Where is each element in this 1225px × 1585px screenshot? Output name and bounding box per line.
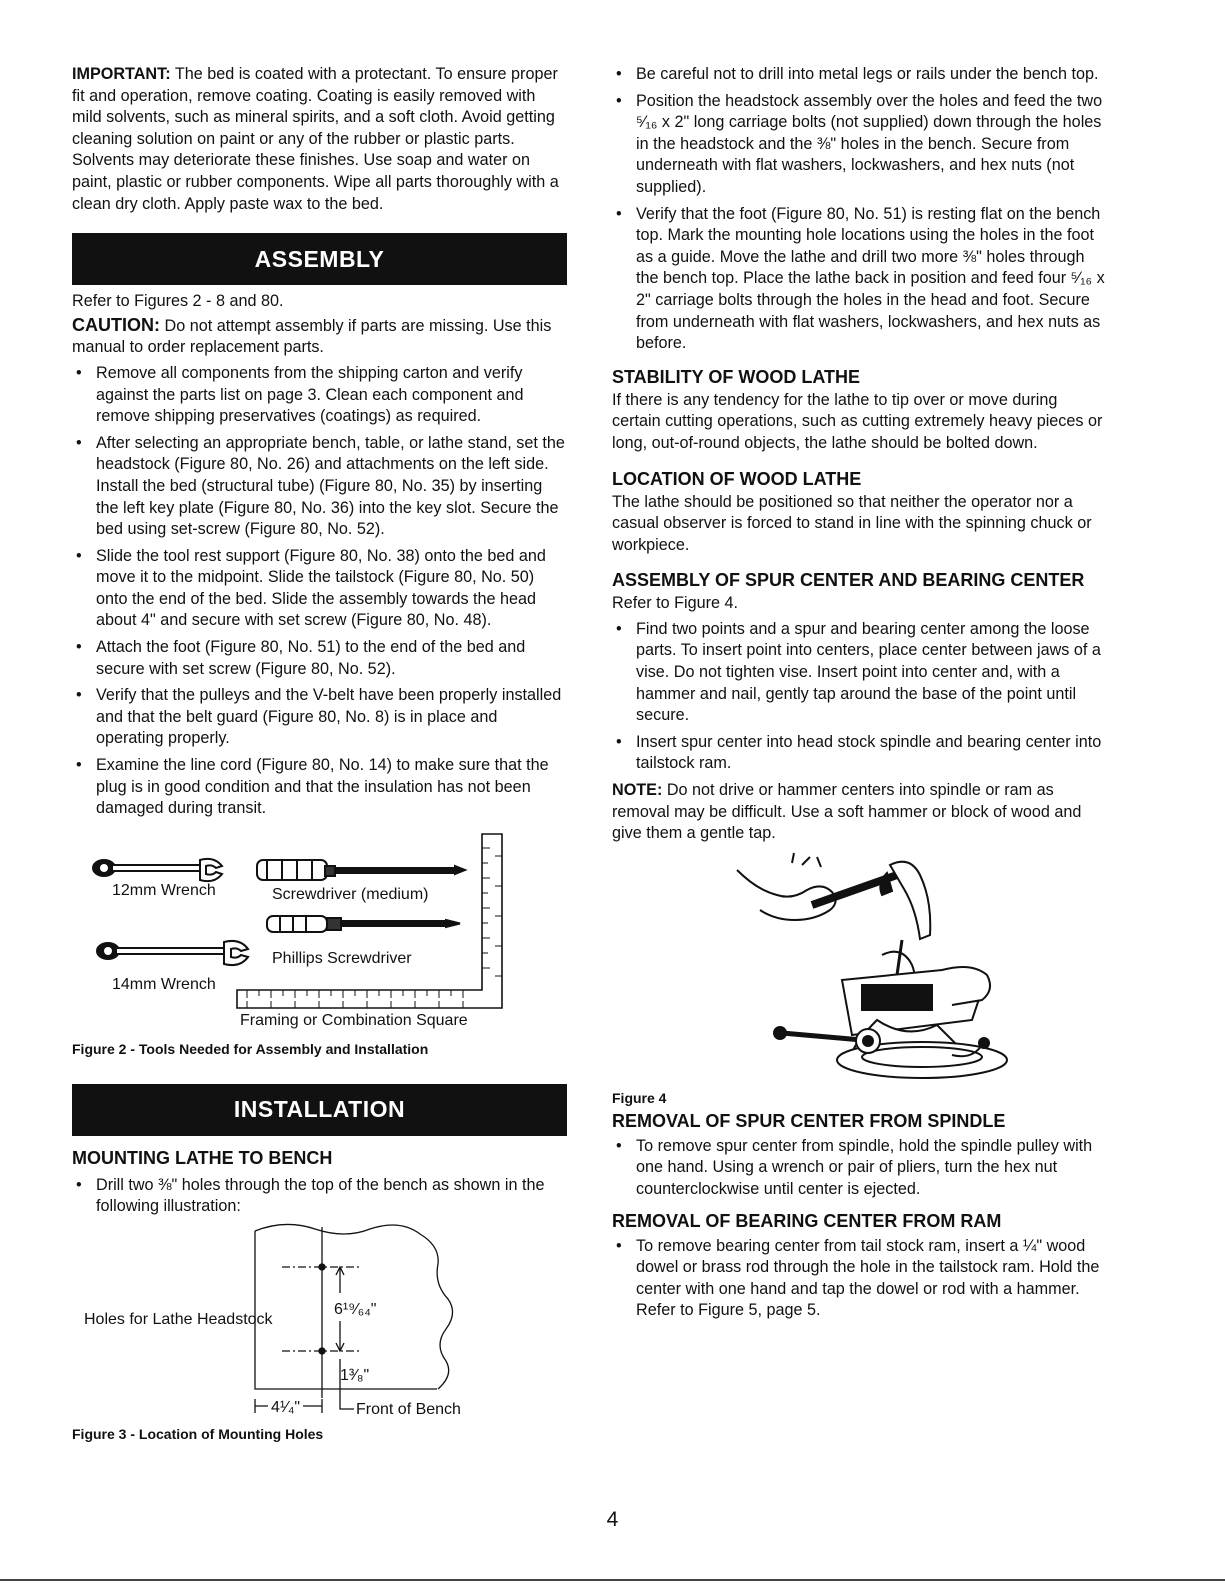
front-of-bench-label: Front of Bench [356, 1401, 461, 1418]
assembly-bullet: • Slide the tool rest support (Figure 80, No. 38) onto the bed and move it to the midpoint. Slide the tailstock (Figure 80, No. 50) onto the end of the bed. Slide the assembly towards the head about 4" and secure with set screw (Figure 80, No. 48). [72, 546, 567, 632]
holes-label: Holes for Lathe Headstock [84, 1311, 273, 1328]
mounting-holes-diagram [72, 1223, 567, 1445]
assembly-bullet-list [72, 363, 567, 820]
page-number: 4 [606, 1508, 619, 1531]
figure-4-caption: Figure 4 [612, 1089, 667, 1106]
framing-square-label: Framing or Combination Square [240, 1011, 468, 1029]
phillips-label: Phillips Screwdriver [272, 949, 412, 967]
wrench-14mm-icon [97, 941, 248, 965]
important-text: The bed is coated with a protectant. To ensure proper fit and operation, remove coating. Coating is easily removed with mild solvents, such as mineral spirits, and a soft cloth. Avoid getting cleaning solution on paint or any of the rubber or plastic parts. Solvents may deteriorate these finishes. Use soap and water on paint, plastic or rubber components. Wipe all parts thoroughly with a clean dry cloth. Apply paste wax to the bed. [72, 65, 559, 213]
screwdriver-label: Screwdriver (medium) [272, 885, 429, 903]
stability-heading: STABILITY OF WOOD LATHE [612, 366, 860, 387]
hammer-vise-illustration [612, 845, 1107, 1085]
note-text: Do not drive or hammer centers into spindle or ram as removal may be difficult. Use a soft hammer or block of wood and give them a gentle tap. [612, 781, 1082, 843]
removal-bearing-heading: REMOVAL OF BEARING CENTER FROM RAM [612, 1210, 1002, 1231]
installation-bullet: • Verify that the foot (Figure 80, No. 51) is resting flat on the bench top. Mark the mounting hole locations using the holes in the foot as a guide. Move the lathe and drill two more ⅜" holes through the bench top. Place the lathe back in position and feed four ⁵⁄₁₆ x 2" carriage bolts through the holes in the head and foot. Secure from underneath with flat washers, lockwashers, and hex nuts as before. [612, 204, 1107, 355]
installation-bullet: • Be careful not to drill into metal legs or rails under the bench top. [612, 64, 1107, 86]
assembly-bullet: • Verify that the pulleys and the V-belt have been properly installed and that the belt guard (Figure 80, No. 8) is in place and operating properly. [72, 685, 567, 750]
figure-3-caption: Figure 3 - Location of Mounting Holes [72, 1426, 324, 1442]
phillips-screwdriver-icon [267, 916, 460, 932]
caution-text: Do not attempt assembly if parts are missing. Use this manual to order replacement parts. [72, 316, 552, 357]
mounting-bullet: • Drill two ⅜" holes through the top of the bench as shown in the following illustration: [72, 1175, 567, 1218]
spur-refer: Refer to Figure 4. [612, 594, 738, 613]
figure-2-caption: Figure 2 - Tools Needed for Assembly and Installation [72, 1040, 429, 1057]
assembly-bullet: • Attach the foot (Figure 80, No. 51) to the end of the bed and secure with set screw (Figure 80, No. 52). [72, 637, 567, 680]
spur-bullet: • Find two points and a spur and bearing center among the loose parts. To insert point into centers, place center between jaws of a vise. Do not tighten vise. Insert point into center and, with a hammer and nail, gently tap around the base of the point until secure. [612, 619, 1107, 727]
figure-4-vise [612, 845, 1107, 1105]
installation-bullet: • Position the headstock assembly over the holes and feed the two ⁵⁄₁₆ x 2" long carriage bolts (not supplied) down through the holes in the headstock and the ⅜" holes in the bench. Secure from underneath with flat washers, lockwashers, and hex nuts (not supplied). [612, 91, 1107, 199]
removal-bearing-list [612, 1236, 1107, 1322]
removal-spur-bullet: • To remove spur center from spindle, hold the spindle pulley with one hand. Using a wrench or pair of pliers, turn the hex nut counterclockwise until center is ejected. [612, 1136, 1107, 1201]
assembly-refer: Refer to Figures 2 - 8 and 80. [72, 292, 284, 311]
spur-bullet-list [612, 619, 1107, 775]
spur-bullet: • Insert spur center into head stock spindle and bearing center into tailstock ram. [612, 732, 1107, 775]
important-label: IMPORTANT: [72, 65, 171, 83]
installation-title: INSTALLATION [233, 1096, 406, 1123]
important-paragraph [72, 64, 567, 215]
removal-bearing-bullet: • To remove bearing center from tail stock ram, insert a ¼" wood dowel or brass rod through the hole in the tailstock ram. Hold the center with one hand and tap the dowel or rod with a hammer. Refer to Figure 5, page 5. [612, 1236, 1107, 1322]
left-column [72, 64, 567, 1445]
mounting-bullet-list [72, 1175, 567, 1218]
note-label: NOTE: [612, 781, 663, 800]
location-text: The lathe should be positioned so that neither the operator nor a casual observer is forced to stand in line with the spinning chuck or workpiece. [612, 492, 1092, 554]
caution-paragraph [72, 315, 567, 359]
bottom-rule [0, 1579, 1225, 1581]
wrench-14mm-label: 14mm Wrench [112, 975, 216, 993]
assembly-bullet: • Examine the line cord (Figure 80, No. 14) to make sure that the plug is in good condition and that the insulation has not been damaged during transit. [72, 755, 567, 820]
removal-spur-heading: REMOVAL OF SPUR CENTER FROM SPINDLE [612, 1110, 1006, 1131]
assembly-bullet: • After selecting an appropriate bench, table, or lathe stand, set the headstock (Figure 80, No. 26) and attachments on the left side. Install the bed (structural tube) (Figure 80, No. 35) by inserting the left key plate (Figure 80, No. 36) into the key slot. Secure the bed using set-screw (Figure 80, No. 52). [72, 433, 567, 541]
wrench-12mm-icon [93, 859, 222, 881]
assembly-bullet: • Remove all components from the shipping carton and verify against the parts list on page 3. Clean each component and remove shipping preservatives (coatings) as required. [72, 363, 567, 428]
note-paragraph [612, 780, 1107, 845]
dimension-c: 4¹⁄₄" [268, 1399, 303, 1417]
removal-spur-list [612, 1136, 1107, 1201]
mounting-heading: MOUNTING LATHE TO BENCH [72, 1147, 333, 1168]
caution-label: CAUTION: [72, 314, 160, 335]
dimension-a: 6¹⁹⁄₆₄" [334, 1301, 377, 1318]
right-column [612, 64, 1107, 1327]
location-heading: LOCATION OF WOOD LATHE [612, 468, 862, 489]
dimension-b: 1³⁄₈" [340, 1367, 370, 1384]
stability-text: If there is any tendency for the lathe to tip over or move during certain cutting operations, such as cutting extremely heavy pieces or long, out-of-round objects, the lathe should be bolted down. [612, 390, 1103, 452]
screwdriver-icon [257, 860, 465, 880]
assembly-title: ASSEMBLY [254, 245, 385, 272]
spur-heading: ASSEMBLY OF SPUR CENTER AND BEARING CENTER [612, 570, 1085, 591]
assembly-banner [72, 233, 567, 285]
figure-2-tools [72, 828, 567, 1060]
installation-banner [72, 1084, 567, 1136]
installation-bullet-list [612, 64, 1107, 355]
figure-3-mounting-holes [72, 1223, 567, 1445]
wrench-12mm-label: 12mm Wrench [112, 881, 216, 899]
